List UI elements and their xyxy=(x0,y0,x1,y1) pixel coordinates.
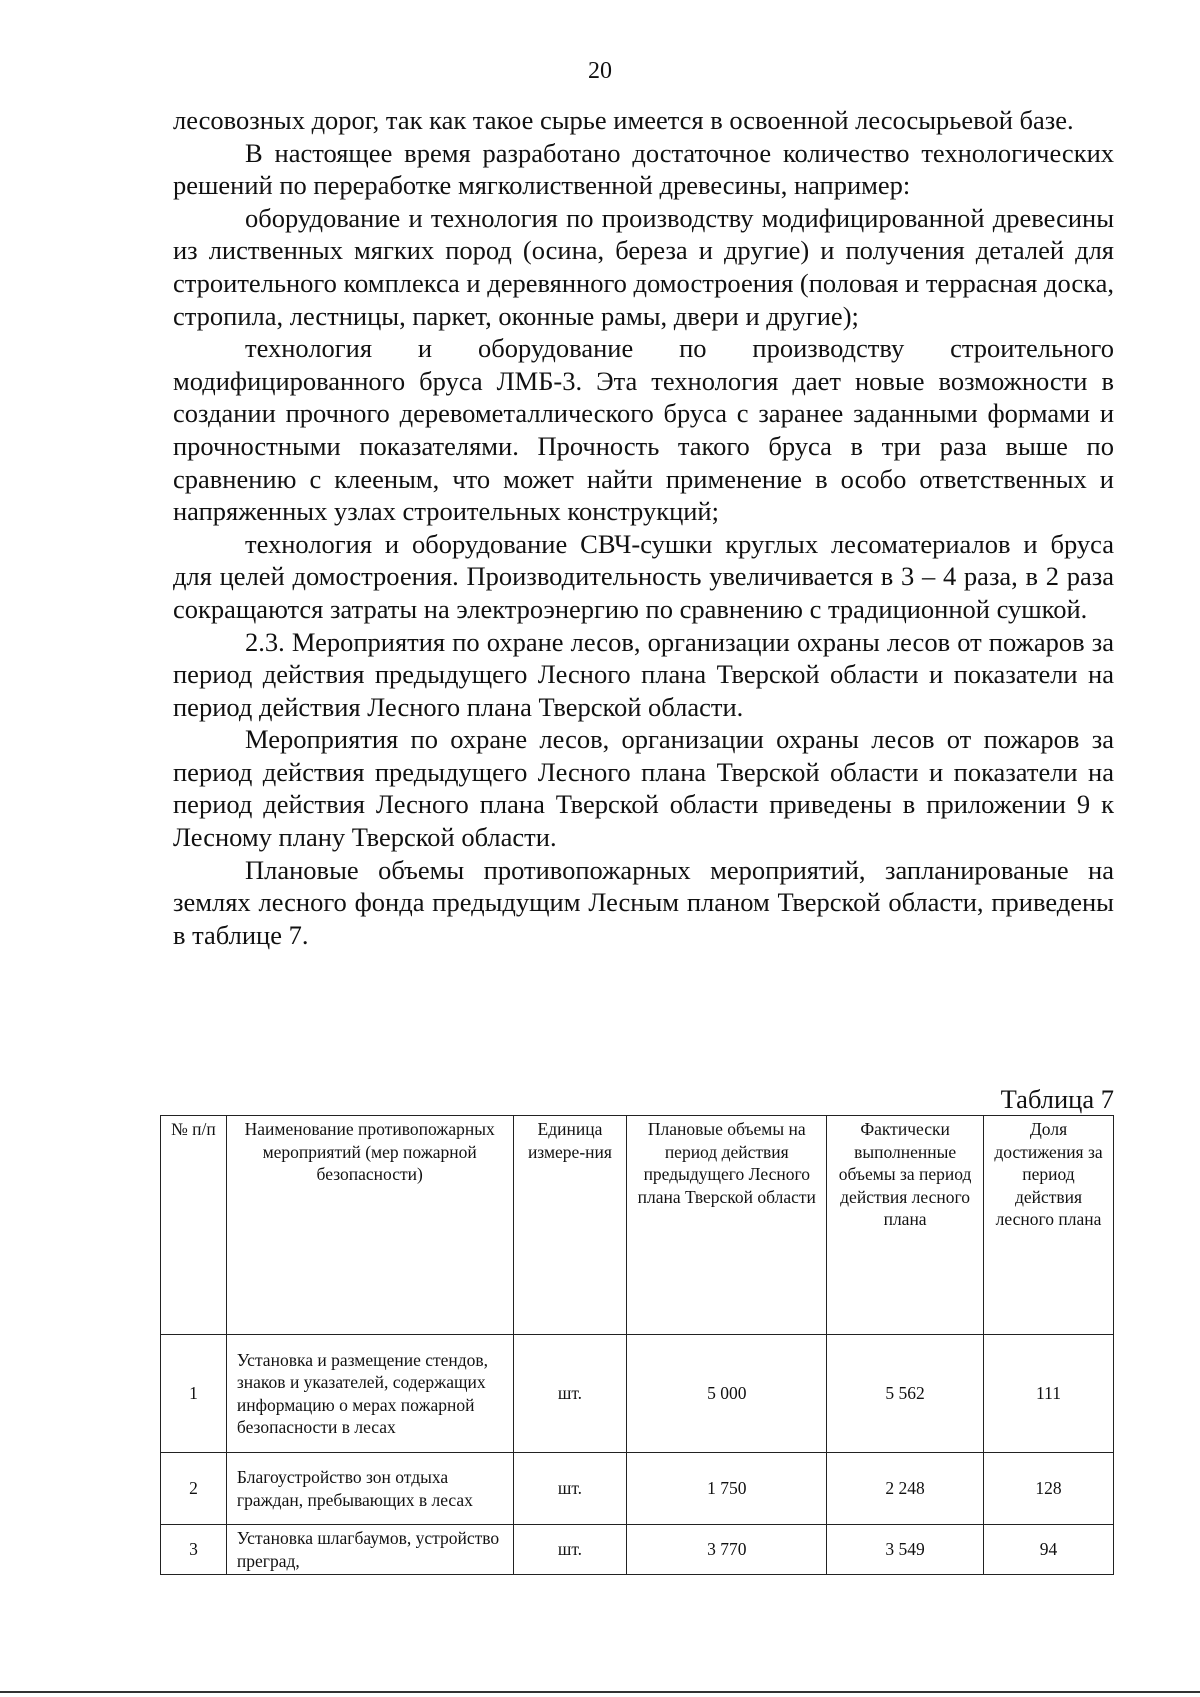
header-measure-name: Наименование противопожарных мероприятий (мер пожарной безопасности) xyxy=(226,1116,513,1335)
cell-actual-volume: 3 549 xyxy=(827,1525,984,1575)
cell-planned-volume: 5 000 xyxy=(627,1335,827,1453)
table-row xyxy=(161,1335,1114,1453)
header-actual-volume: Фактически выполненные объемы за период действия лесного плана xyxy=(827,1116,984,1335)
cell-planned-volume: 1 750 xyxy=(627,1453,827,1525)
table-header-row xyxy=(161,1116,1114,1335)
cell-planned-volume: 3 770 xyxy=(627,1525,827,1575)
cell-unit: шт. xyxy=(513,1335,627,1453)
cell-number: 3 xyxy=(161,1525,227,1575)
cell-measure-name: Благоустройство зон отдыха граждан, пребывающих в лесах xyxy=(226,1453,513,1525)
paragraph: лесовозных дорог, так как такое сырье имеется в освоенной лесосырьевой базе. xyxy=(173,105,1074,135)
paragraph: оборудование и технология по производству модифицированной древесины из лиственных мягких пород (осина, береза и другие) и получения деталей для строительного комплекса и деревянного домостроения (половая и террасная доска, стропила, лестницы, паркет, оконные рамы, двери и другие); xyxy=(173,202,1114,331)
section-heading-paragraph: 2.3. Мероприятия по охране лесов, организации охраны лесов от пожаров за период действия предыдущего Лесного плана Тверской области и показатели на период действия Лесного плана Тверской области. xyxy=(173,626,1114,722)
cell-actual-volume: 2 248 xyxy=(827,1453,984,1525)
header-number: № п/п xyxy=(161,1116,227,1335)
paragraph: В настоящее время разработано достаточное количество технологических решений по переработке мягколиственной древесины, например: xyxy=(173,137,1114,201)
page-bottom-rule xyxy=(0,1691,1200,1693)
header-unit: Единица измере-ния xyxy=(513,1116,627,1335)
cell-unit: шт. xyxy=(513,1525,627,1575)
cell-unit: шт. xyxy=(513,1453,627,1525)
paragraph: технология и оборудование СВЧ-сушки круглых лесоматериалов и бруса для целей домостроения. Производительность увеличивается в 3 – 4 раза, в 2 раза сокращаются затраты на электроэнергию по сравнению с традиционной сушкой. xyxy=(173,528,1114,624)
cell-achievement-share: 94 xyxy=(984,1525,1114,1575)
header-planned-volume: Плановые объемы на период действия предыдущего Лесного плана Тверской области xyxy=(627,1116,827,1335)
page-number: 20 xyxy=(588,58,612,84)
cell-number: 1 xyxy=(161,1335,227,1453)
paragraph: технология и оборудование по производству строительного модифицированного бруса ЛМБ-3. Эта технология дает новые возможности в создании прочного деревометаллического бруса с заранее заданными формами и прочностными показателями. Прочность такого бруса в три раза выше по сравнению с клееным, что может найти применение в особо ответственных и напряженных узлах строительных конструкций; xyxy=(173,333,1114,527)
cell-achievement-share: 111 xyxy=(984,1335,1114,1453)
paragraph: Плановые объемы противопожарных мероприятий, запланированые на землях лесного фонда предыдущим Лесным планом Тверской области, приведены в таблице 7. xyxy=(173,854,1114,950)
body-text xyxy=(173,104,1114,951)
cell-measure-name: Установка шлагбаумов, устройство преград, xyxy=(226,1525,513,1575)
cell-measure-name: Установка и размещение стендов, знаков и указателей, содержащих информацию о мерах пожарной безопасности в лесах xyxy=(226,1335,513,1453)
cell-achievement-share: 128 xyxy=(984,1453,1114,1525)
table-caption: Таблица 7 xyxy=(1000,1084,1114,1114)
fire-measures-table xyxy=(160,1115,1114,1575)
header-achievement-share: Доля достижения за период действия лесного плана xyxy=(984,1116,1114,1335)
cell-number: 2 xyxy=(161,1453,227,1525)
table-row xyxy=(161,1453,1114,1525)
table-row xyxy=(161,1525,1114,1575)
cell-actual-volume: 5 562 xyxy=(827,1335,984,1453)
paragraph: Мероприятия по охране лесов, организации охраны лесов от пожаров за период действия предыдущего Лесного плана Тверской области и показатели на период действия Лесного плана Тверской области приведены в приложении 9 к Лесному плану Тверской области. xyxy=(173,724,1114,853)
